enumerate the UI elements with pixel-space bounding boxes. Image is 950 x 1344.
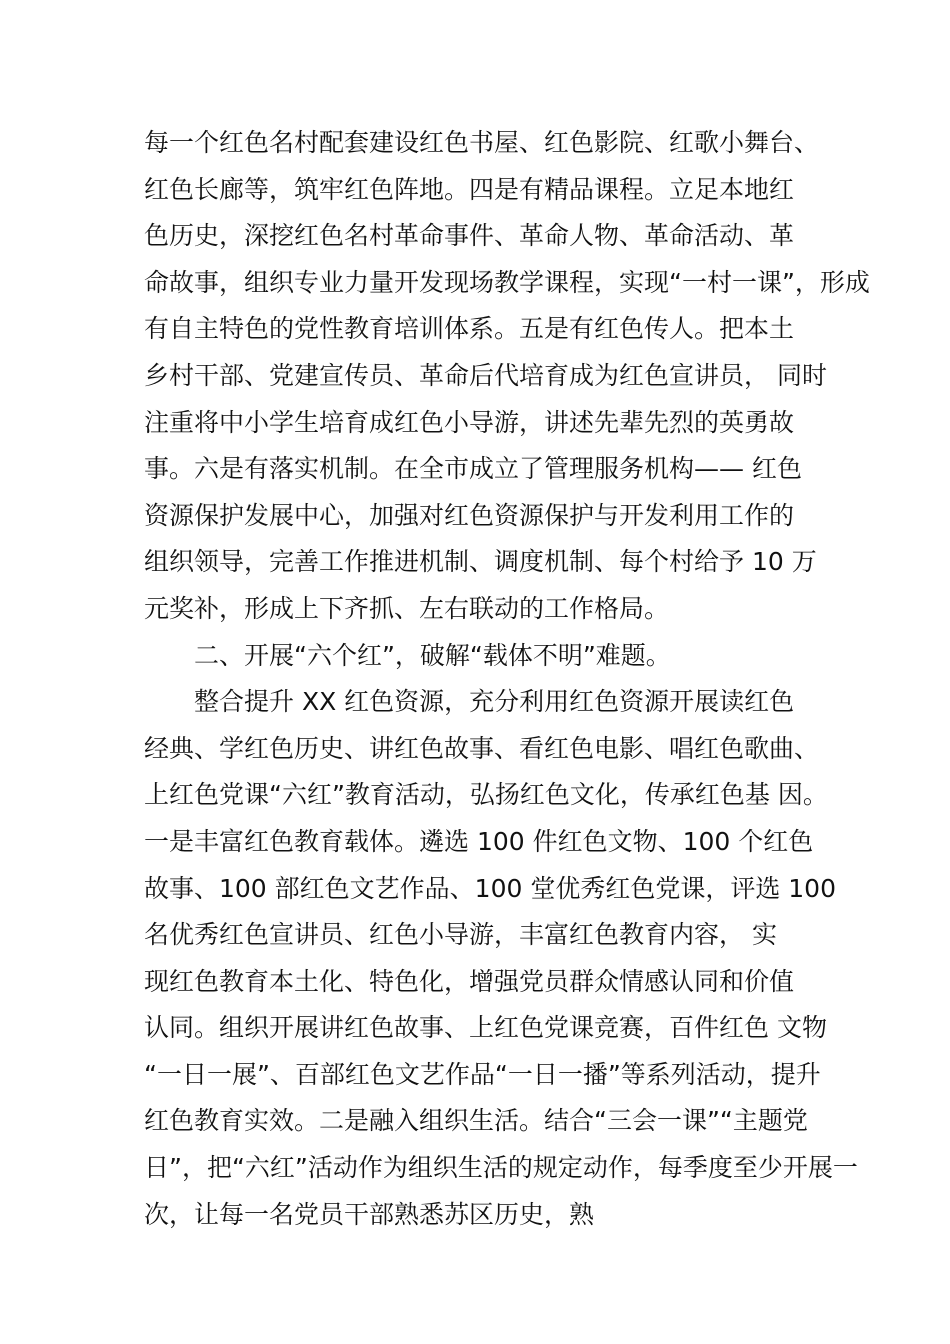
text-line: 认同。组织开展讲红色故事、上红色党课竞赛，百件红色 文物 xyxy=(144,1013,827,1043)
text-line: “一日一展”、百部红色文艺作品“一日一播”等系列活动，提升 xyxy=(144,1059,821,1089)
text-line: 经典、学红色历史、讲红色故事、看红色电影、唱红色歌曲、 xyxy=(144,733,820,763)
body-text xyxy=(144,120,870,1238)
text-line: 有自主特色的党性教育培训体系。五是有红色传人。把本土 xyxy=(144,314,795,344)
text-line: 一是丰富红色教育载体。遴选 100 件红色文物、100 个红色 xyxy=(144,826,814,856)
text-line: 每一个红色名村配套建设红色书屋、红色影院、红歌小舞台、 xyxy=(144,128,820,157)
section-heading: 二、开展“六个红”，破解“载体不明”难题。 xyxy=(194,640,671,670)
text-line: 命故事，组织专业力量开发现场教学课程，实现“一村一课”，形成 xyxy=(144,267,870,297)
text-line: 事。六是有落实机制。在全市成立了管理服务机构—— 红色 xyxy=(144,454,802,484)
text-line: 上红色党课“六红”教育活动，弘扬红色文化，传承红色基 因。 xyxy=(144,780,828,810)
text-line: 红色教育实效。二是融入组织生活。结合“三会一课”“主题党 xyxy=(144,1106,808,1136)
text-line: 现红色教育本土化、特色化，增强党员群众情感认同和价值 xyxy=(144,966,795,996)
text-line: 注重将中小学生培育成红色小导游，讲述先辈先烈的英勇故 xyxy=(144,407,795,437)
text-line: 次，让每一名党员干部熟悉苏区历史，熟 xyxy=(144,1199,595,1229)
text-line: 红色长廊等，筑牢红色阵地。四是有精品课程。立足本地红 xyxy=(144,174,795,204)
text-line: 组织领导，完善工作推进机制、调度机制、每个村给予 10 万 xyxy=(144,547,817,577)
text-line: 资源保护发展中心，加强对红色资源保护与开发利用工作的 xyxy=(144,500,795,530)
text-line: 色历史，深挖红色名村革命事件、革命人物、革命活动、革 xyxy=(144,221,795,251)
text-line: 整合提升 XX 红色资源，充分利用红色资源开展读红色 xyxy=(194,687,795,717)
text-line: 故事、100 部红色文艺作品、100 堂优秀红色党课，评选 100 xyxy=(144,873,836,903)
text-line: 名优秀红色宣讲员、红色小导游，丰富红色教育内容， 实 xyxy=(144,920,777,950)
text-line: 乡村干部、党建宣传员、革命后代培育成为红色宣讲员， 同时 xyxy=(144,360,827,390)
text-line: 元奖补，形成上下齐抓、左右联动的工作格局。 xyxy=(144,593,670,623)
text-line: 日”，把“六红”活动作为组织生活的规定动作，每季度至少开展一 xyxy=(144,1153,858,1183)
